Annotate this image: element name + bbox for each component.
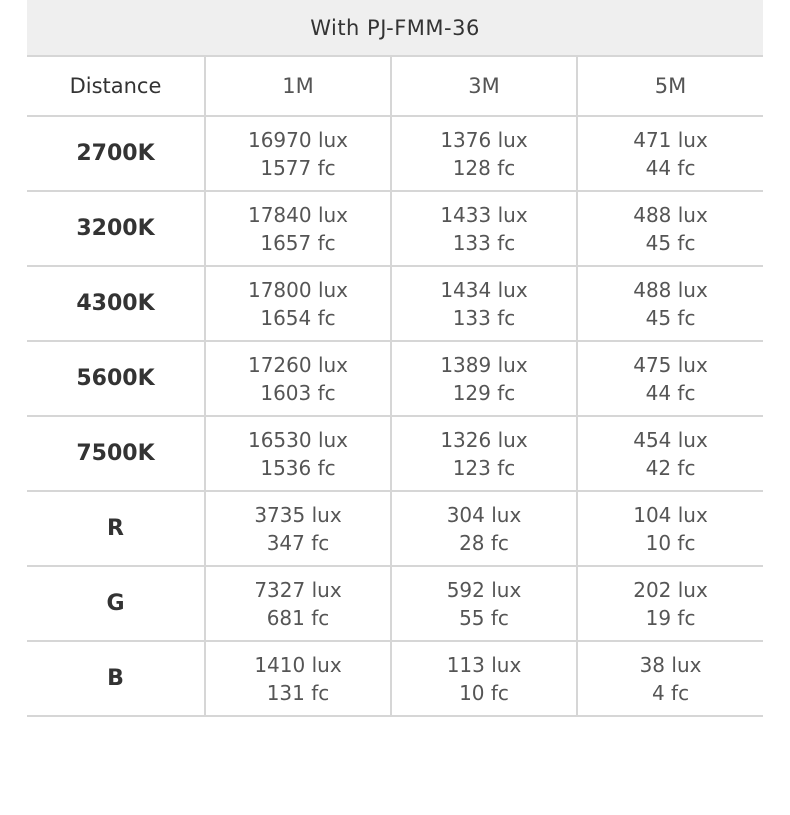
table-cell — [391, 491, 577, 566]
row-label: 3200K — [27, 191, 205, 266]
table-cell — [577, 566, 763, 641]
lux-value: 1410 lux — [254, 652, 342, 677]
fc-value: 10 fc — [459, 680, 509, 705]
table-row-g — [27, 566, 763, 641]
table-header-row — [27, 56, 763, 116]
table-cell — [391, 641, 577, 716]
table-title: With PJ-FMM-36 — [27, 0, 763, 56]
fc-value: 55 fc — [459, 605, 509, 630]
lux-value: 17840 lux — [247, 202, 349, 227]
table-cell — [577, 266, 763, 341]
distance-header: Distance — [27, 56, 205, 116]
lux-value: 1433 lux — [440, 202, 528, 227]
fc-value: 128 fc — [452, 155, 516, 180]
table-cell — [577, 116, 763, 191]
table-cell — [391, 191, 577, 266]
table-cell — [205, 341, 391, 416]
column-header-5m: 5M — [577, 56, 763, 116]
table-row-b — [27, 641, 763, 716]
lux-value: 488 lux — [633, 202, 708, 227]
table-cell — [205, 416, 391, 491]
table-cell — [577, 641, 763, 716]
row-label: G — [27, 566, 205, 641]
lux-value: 1389 lux — [440, 352, 528, 377]
column-header-1m: 1M — [205, 56, 391, 116]
row-label: 2700K — [27, 116, 205, 191]
fc-value: 44 fc — [645, 155, 696, 180]
photometric-table — [27, 0, 763, 717]
fc-value: 28 fc — [459, 530, 509, 555]
table-cell — [391, 116, 577, 191]
lux-value: 592 lux — [446, 577, 522, 602]
table-row-2700k — [27, 116, 763, 191]
table-cell — [205, 116, 391, 191]
fc-value: 1603 fc — [260, 380, 336, 405]
lux-value: 202 lux — [633, 577, 708, 602]
fc-value: 19 fc — [645, 605, 696, 630]
table-cell — [391, 566, 577, 641]
row-label: 4300K — [27, 266, 205, 341]
lux-value: 3735 lux — [254, 502, 342, 527]
fc-value: 45 fc — [645, 305, 696, 330]
table-cell — [205, 266, 391, 341]
lux-value: 7327 lux — [254, 577, 342, 602]
fc-value: 1577 fc — [260, 155, 336, 180]
table-cell — [577, 491, 763, 566]
lux-value: 475 lux — [633, 352, 708, 377]
table-cell — [205, 566, 391, 641]
fc-value: 133 fc — [452, 230, 516, 255]
table-row-7500k — [27, 416, 763, 491]
fc-value: 1654 fc — [260, 305, 336, 330]
table-cell — [577, 416, 763, 491]
table-title-row — [27, 0, 763, 56]
table-cell — [391, 266, 577, 341]
table-cell — [205, 641, 391, 716]
fc-value: 42 fc — [645, 455, 696, 480]
lux-value: 104 lux — [633, 502, 708, 527]
lux-value: 1326 lux — [440, 427, 528, 452]
fc-value: 131 fc — [266, 680, 330, 705]
table-cell — [577, 191, 763, 266]
fc-value: 129 fc — [452, 380, 516, 405]
lux-value: 488 lux — [633, 277, 708, 302]
lux-value: 454 lux — [633, 427, 708, 452]
column-header-3m: 3M — [391, 56, 577, 116]
table-row-4300k — [27, 266, 763, 341]
fc-value: 45 fc — [645, 230, 696, 255]
row-label: 7500K — [27, 416, 205, 491]
lux-value: 304 lux — [446, 502, 522, 527]
fc-value: 681 fc — [266, 605, 330, 630]
table-cell — [391, 416, 577, 491]
fc-value: 4 fc — [651, 680, 690, 705]
fc-value: 44 fc — [645, 380, 696, 405]
lux-value: 1434 lux — [440, 277, 528, 302]
table-cell — [205, 191, 391, 266]
row-label: R — [27, 491, 205, 566]
table-row-3200k — [27, 191, 763, 266]
row-label: 5600K — [27, 341, 205, 416]
fc-value: 347 fc — [266, 530, 330, 555]
table-cell — [577, 341, 763, 416]
photometric-table-container — [27, 0, 763, 717]
lux-value: 16530 lux — [247, 427, 349, 452]
lux-value: 17260 lux — [247, 352, 349, 377]
lux-value: 16970 lux — [247, 127, 349, 152]
lux-value: 113 lux — [446, 652, 522, 677]
fc-value: 1536 fc — [260, 455, 336, 480]
table-row-r — [27, 491, 763, 566]
lux-value: 38 lux — [639, 652, 702, 677]
lux-value: 1376 lux — [440, 127, 528, 152]
table-cell — [391, 341, 577, 416]
table-cell — [205, 491, 391, 566]
fc-value: 1657 fc — [260, 230, 336, 255]
fc-value: 10 fc — [645, 530, 696, 555]
table-row-5600k — [27, 341, 763, 416]
row-label: B — [27, 641, 205, 716]
lux-value: 17800 lux — [247, 277, 349, 302]
lux-value: 471 lux — [633, 127, 708, 152]
fc-value: 133 fc — [452, 305, 516, 330]
fc-value: 123 fc — [452, 455, 516, 480]
